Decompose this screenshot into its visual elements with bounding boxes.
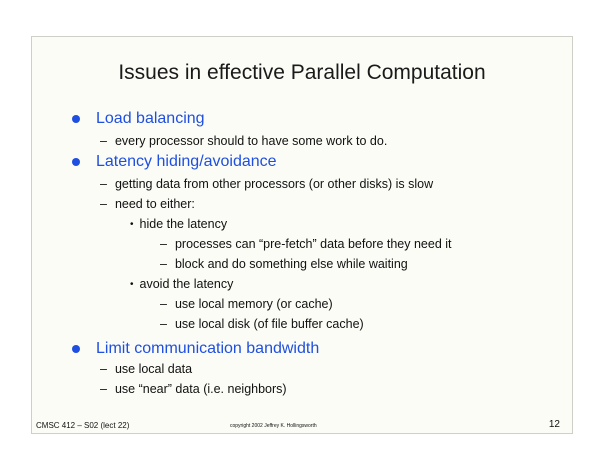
bullet-heading: Limit communication bandwidth: [96, 340, 320, 357]
dash-icon: –: [100, 362, 107, 376]
bullet-load-balancing: [96, 110, 205, 128]
dash-icon: –: [100, 197, 107, 211]
footer-copyright: copyright 2002 Jeffrey K. Hollingsworth: [230, 423, 317, 429]
detail-bullet: – block and do something else while waiting: [160, 257, 408, 271]
dash-icon: –: [100, 134, 107, 148]
dash-icon: –: [160, 297, 167, 311]
bullet-dot-icon: [72, 345, 80, 353]
small-bullet-icon: •: [130, 219, 134, 230]
detail-bullet: – use local disk (of file buffer cache): [160, 317, 364, 331]
sub-bullet: – use “near” data (i.e. neighbors): [100, 382, 287, 396]
bullet-limit-bandwidth: [96, 340, 319, 358]
dash-icon: –: [160, 237, 167, 251]
footer-course: CMSC 412 – S02 (lect 22): [36, 421, 130, 430]
slide-title: Issues in effective Parallel Computation: [118, 61, 486, 84]
sub-bullet: – every processor should to have some work to do.: [100, 134, 388, 148]
sub-bullet: – getting data from other processors (or other disks) is slow: [100, 177, 434, 191]
dash-icon: –: [100, 177, 107, 191]
page-number: 12: [548, 419, 560, 430]
detail-bullet: – use local memory (or cache): [160, 297, 333, 311]
bullet-dot-icon: [72, 115, 80, 123]
sub-bullet: – need to either:: [100, 197, 195, 211]
dash-icon: –: [160, 317, 167, 331]
small-bullet-icon: •: [130, 279, 134, 290]
sub-sub-bullet: • hide the latency: [130, 217, 228, 231]
dash-icon: –: [160, 257, 167, 271]
bullet-heading: Latency hiding/avoidance: [96, 153, 277, 170]
sub-bullet: – use local data: [100, 362, 193, 376]
slide: [31, 36, 573, 434]
detail-bullet: – processes can “pre-fetch” data before they need it: [160, 237, 452, 251]
sub-sub-bullet: • avoid the latency: [130, 277, 234, 291]
bullet-heading: Load balancing: [96, 110, 205, 127]
bullet-dot-icon: [72, 158, 80, 166]
bullet-latency: [96, 153, 277, 171]
dash-icon: –: [100, 382, 107, 396]
